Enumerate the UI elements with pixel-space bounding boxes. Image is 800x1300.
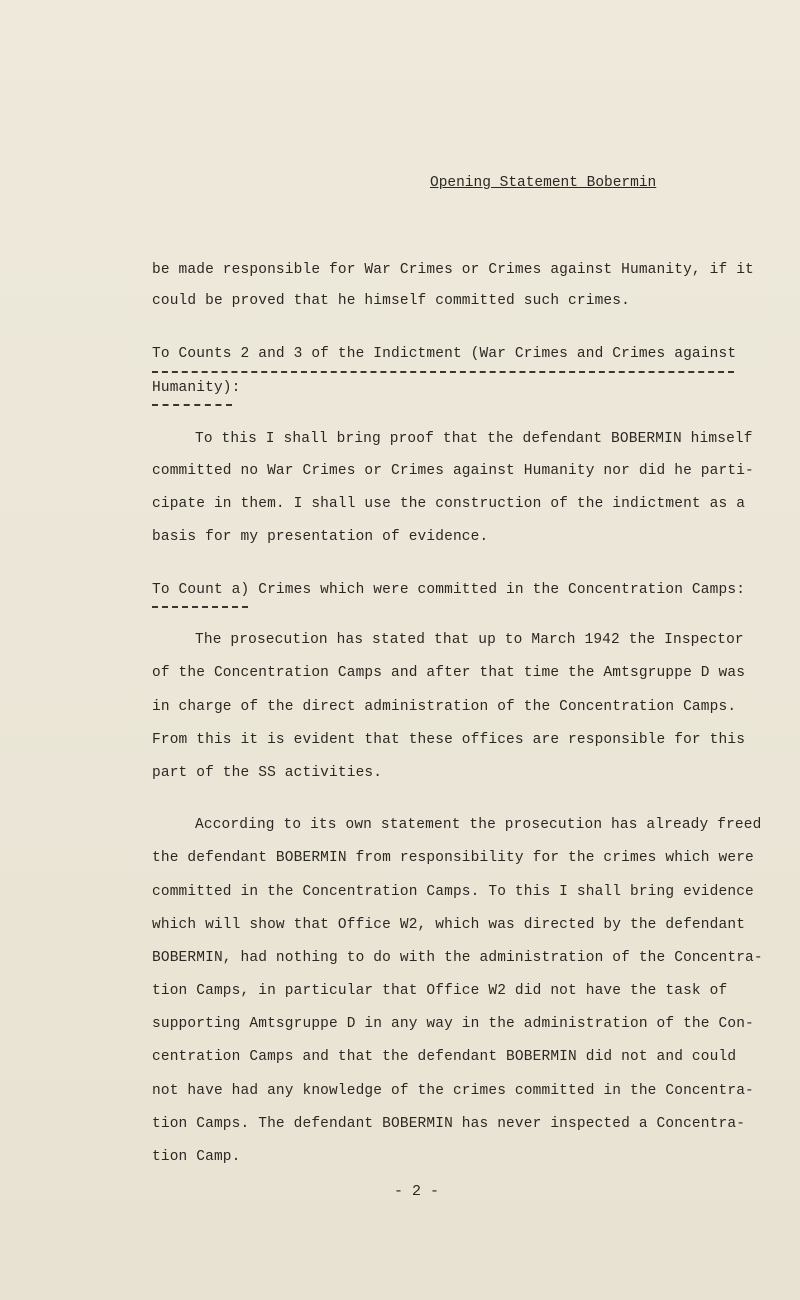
text-line: committed no War Crimes or Crimes against Humanity nor did he parti- [152, 463, 754, 479]
heading-underline [152, 404, 232, 406]
text-line: of the Concentration Camps and after that time the Amtsgruppe D was [152, 665, 746, 681]
text-line: tion Camps. The defendant BOBERMIN has never inspected a Concentra- [152, 1116, 746, 1132]
page-title: Opening Statement Bobermin [430, 175, 657, 191]
text-line: To this I shall bring proof that the defendant BOBERMIN himself [195, 431, 753, 447]
text-line: From this it is evident that these offices are responsible for this [152, 732, 746, 748]
text-line: supporting Amtsgruppe D in any way in the administration of the Con- [152, 1016, 754, 1032]
text-line: BOBERMIN, had nothing to do with the administration of the Concentra- [152, 950, 763, 966]
heading-underline [152, 606, 248, 608]
text-line: cipate in them. I shall use the construction of the indictment as a [152, 496, 746, 512]
text-line: tion Camps, in particular that Office W2 did not have the task of [152, 983, 728, 999]
section-heading: To Counts 2 and 3 of the Indictment (War Crimes and Crimes against [152, 346, 737, 362]
text-line: which will show that Office W2, which was directed by the defendant [152, 917, 746, 933]
text-line: part of the SS activities. [152, 765, 383, 781]
text-line: tion Camp. [152, 1149, 241, 1165]
page-number: - 2 - [394, 1183, 440, 1200]
text-line: basis for my presentation of evidence. [152, 529, 489, 545]
text-line: According to its own statement the prosecution has already freed [195, 817, 762, 833]
text-line: centration Camps and that the defendant BOBERMIN did not and could [152, 1049, 737, 1065]
section-heading: Humanity): [152, 380, 241, 396]
text-line: the defendant BOBERMIN from responsibility for the crimes which were [152, 850, 754, 866]
heading-underline [152, 371, 734, 373]
text-line: committed in the Concentration Camps. To this I shall bring evidence [152, 884, 754, 900]
text-line: in charge of the direct administration of the Concentration Camps. [152, 699, 737, 715]
text-line: be made responsible for War Crimes or Crimes against Humanity, if it [152, 262, 754, 278]
text-line: not have had any knowledge of the crimes committed in the Concentra- [152, 1083, 754, 1099]
section-heading: To Count a) Crimes which were committed in the Concentration Camps: [152, 582, 746, 598]
text-line: The prosecution has stated that up to March 1942 the Inspector [195, 632, 744, 648]
text-line: could be proved that he himself committed such crimes. [152, 293, 630, 309]
